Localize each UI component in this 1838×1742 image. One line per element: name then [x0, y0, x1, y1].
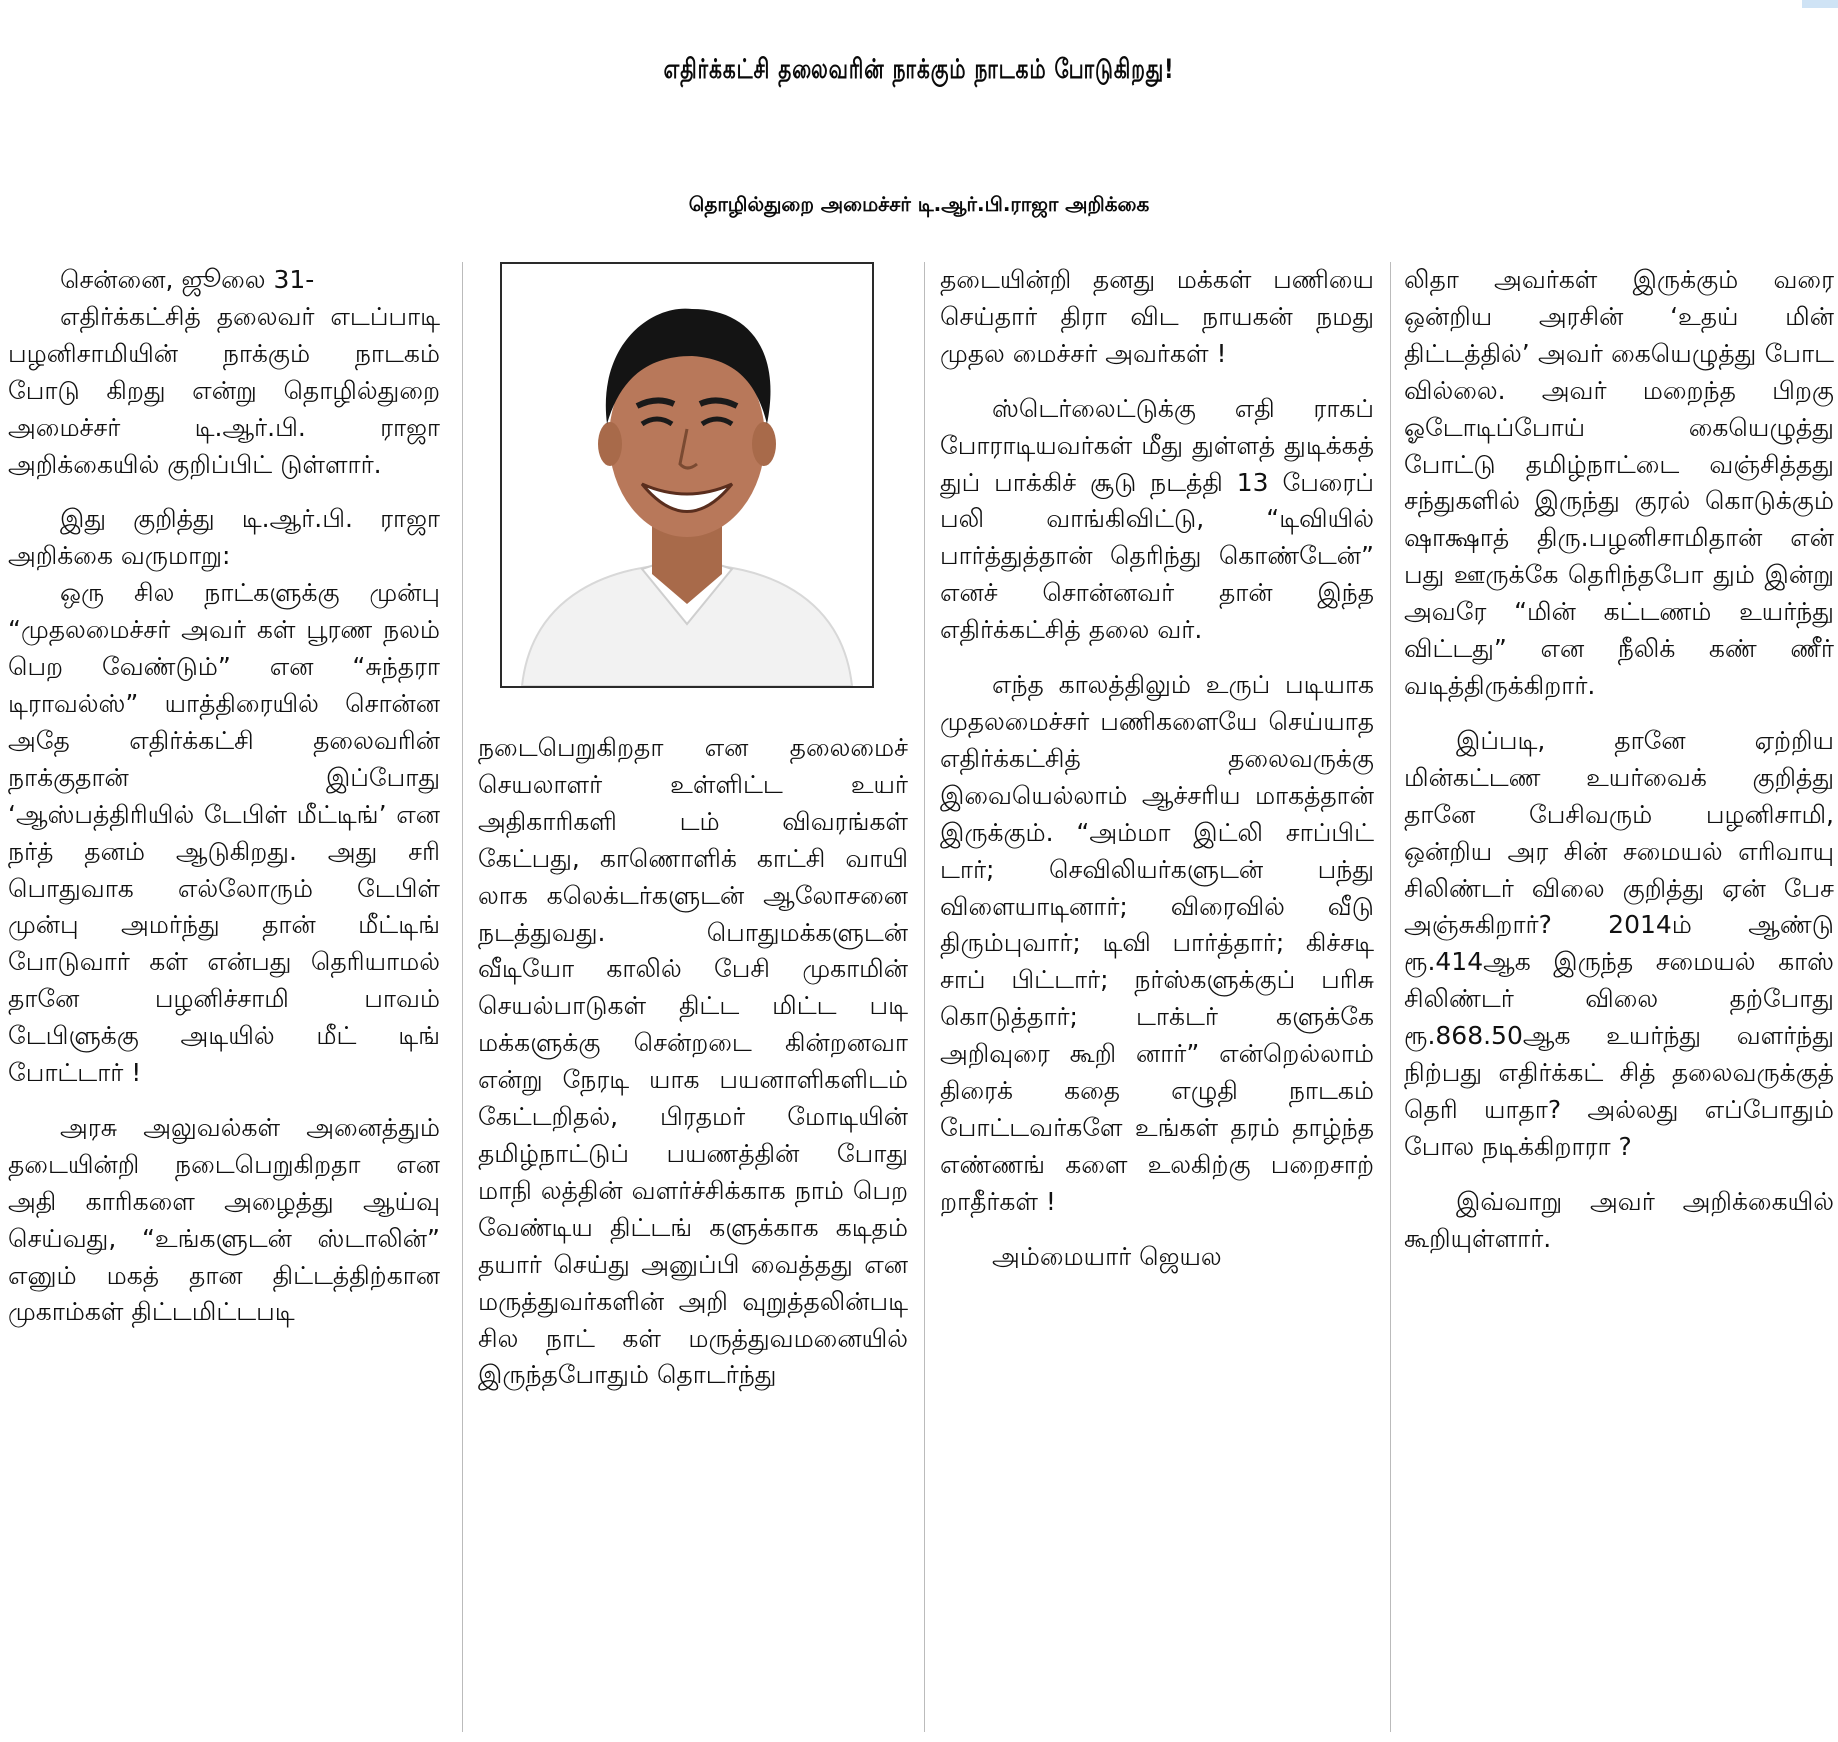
column-divider — [462, 262, 463, 1732]
article-paragraph: தடையின்றி தனது மக்கள் பணியை செய்தார் திரா விட நாயகன் நமது முதல மைச்சர் அவர்கள் ! — [940, 265, 1374, 368]
article-paragraph: அம்மையார் ஜெயல — [992, 1241, 1222, 1271]
article-column-1 — [8, 262, 440, 1732]
article-paragraph: ஸ்டெர்லைட்டுக்கு எதி ராகப் போராடியவர்கள் மீது துள்ளத் துடிக்கத் துப் பாக்கிச் சூடு நடத்தி 13 பேரைப் பலி வாங்கிவிட்டு, “டிவியில் பார்த்துத்தான் தெரிந்து கொண்டேன்” எனச் சொன்னவர் தான் இந்த எதிர்க்கட்சித் தலை வர். — [940, 393, 1374, 645]
article-paragraph: எதிர்க்கட்சித் தலைவர் எடப்பாடி பழனிசாமியின் நாக்கும் நாடகம் போடு கிறது என்று தொழில்துறை அமைச்சர் டி.ஆர்.பி. ராஜா அறிக்கையில் குறிப்பிட் டுள்ளார். — [8, 301, 440, 479]
article-column-2 — [478, 730, 908, 1732]
subheadline: தொழில்துறை அமைச்சர் டி.ஆர்.பி.ராஜா அறிக்கை — [688, 191, 1150, 216]
article-column-4 — [1404, 262, 1834, 1732]
article-paragraph: லிதா அவர்கள் இருக்கும் வரை ஒன்றிய அரசின் ‘உதய் மின் திட்டத்தில்’ அவர் கையெழுத்து போட வில்லை. அவர் மறைந்த பிறகு ஓடோடிப்போய் கையெழுத்து போட்டு தமிழ்நாட்டை வஞ்சித்தது சந்துகளில் இருந்து குரல் கொடுக்கும் ஷாக்ஷாத் திரு.பழனிசாமிதான் என் பது ஊருக்கே தெரிந்தபோ தும் இன்று அவரே “மின் கட்டணம் உயர்ந்து விட்டது” என நீலிக் கண் ணீர் வடித்திருக்கிறார். — [1404, 265, 1834, 700]
column-divider — [924, 262, 925, 1732]
article-paragraph: நடைபெறுகிறதா என தலைமைச் செயலாளர் உள்ளிட்ட உயர் அதிகாரிகளி டம் விவரங்கள் கேட்பது, காணொளிக் காட்சி வாயி லாக கலெக்டர்களுடன் ஆலோசனை நடத்துவது. பொதுமக்களுடன் வீடியோ காலில் பேசி முகாமின் செயல்பாடுகள் திட்ட மிட்ட படி மக்களுக்கு சென்றடை கின்றனவா என்று நேரடி யாக பயனாளிகளிடம் கேட்டறிதல், பிரதமர் மோடியின் தமிழ்நாட்டுப் பயணத்தின் போது மாநி லத்தின் வளர்ச்சிக்காக நாம் பெற வேண்டிய திட்டங் களுக்காக கடிதம் தயார் செய்து அனுப்பி வைத்தது என மருத்துவர்களின் அறி வுறுத்தலின்படி சில நாட் கள் மருத்துவமனையில் இருந்தபோதும் தொடர்ந்து — [478, 733, 908, 1390]
headline: எதிர்க்கட்சி தலைவரின் நாக்கும் நாடகம் போடுகிறது! — [663, 51, 1175, 85]
article-paragraph: இப்படி, தானே ஏற்றிய மின்கட்டண உயர்வைக் குறித்து தானே பேசிவரும் பழனிசாமி, ஒன்றிய அர சின் சமையல் எரிவாயு சிலிண்டர் விலை குறித்து ஏன் பேச அஞ்சுகிறார்? 2014ம் ஆண்டு ரூ.414ஆக இருந்த சமையல் காஸ் சிலிண்டர் விலை தற்போது ரூ.868.50ஆக உயர்ந்து வளர்ந்து நிற்பது எதிர்க்கட் சித் தலைவருக்குத் தெரி யாதா? அல்லது எப்போதும் போல நடிக்கிறாரா ? — [1404, 725, 1834, 1161]
dateline: சென்னை, ஜூலை 31- — [60, 265, 315, 294]
article-paragraph: அரசு அலுவல்கள் அனைத்தும் தடையின்றி நடைபெறுகிறதா என அதி காரிகளை அழைத்து ஆய்வு செய்வது, “உங்களுடன் ஸ்டாலின்” எனும் மகத் தான திட்டத்திற்கான முகாம்கள் திட்டமிட்டபடி — [8, 1112, 440, 1327]
portrait-illustration — [502, 264, 872, 686]
column-divider — [1390, 262, 1391, 1732]
minister-photo — [500, 262, 874, 688]
closing-paragraph: இவ்வாறு அவர் அறிக்கையில் கூறியுள்ளார். — [1404, 1186, 1834, 1253]
article-paragraph: எந்த காலத்திலும் உருப் படியாக முதலமைச்சர் பணிகளையே செய்யாத எதிர்க்கட்சித் தலைவருக்கு இவையெல்லாம் ஆச்சரிய மாகத்தான் இருக்கும். “அம்மா இட்லி சாப்பிட் டார்; செவிலியர்களுடன் பந்து விளையாடினார்; விரைவில் வீடு திரும்புவார்; டிவி பார்த்தார்; கிச்சடி சாப் பிட்டார்; நர்ஸ்களுக்குப் பரிசு கொடுத்தார்; டாக்டர் களுக்கே அறிவுரை கூறி னார்” என்றெல்லாம் திரைக் கதை எழுதி நாடகம் போட்டவர்களே உங்கள் தரம் தாழ்ந்த எண்ணங் களை உலகிற்கு பறைசாற் றாதீர்கள் ! — [940, 670, 1374, 1216]
article-column-3 — [940, 262, 1374, 1732]
article-paragraph: இது குறித்து டி.ஆர்.பி. ராஜா அறிக்கை வருமாறு: — [8, 504, 440, 571]
article-paragraph: ஒரு சில நாட்களுக்கு முன்பு “முதலமைச்சர் அவர் கள் பூரண நலம் பெற வேண்டும்” என “சுந்தரா டிராவல்ஸ்” யாத்திரையில் சொன்ன அதே எதிர்க்கட்சி தலைவரின் நாக்குதான் இப்போது ‘ஆஸ்பத்திரியில் டேபிள் மீட்டிங்’ என நர்த் தனம் ஆடுகிறது. அது சரி பொதுவாக எல்லோரும் டேபிள் முன்பு அமர்ந்து தான் மீட்டிங் போடுவார் கள் என்பது தெரியாமல் தானே பழனிச்சாமி பாவம் டேபிளுக்கு அடியில் மீட் டிங் போட்டார் ! — [8, 578, 440, 1088]
